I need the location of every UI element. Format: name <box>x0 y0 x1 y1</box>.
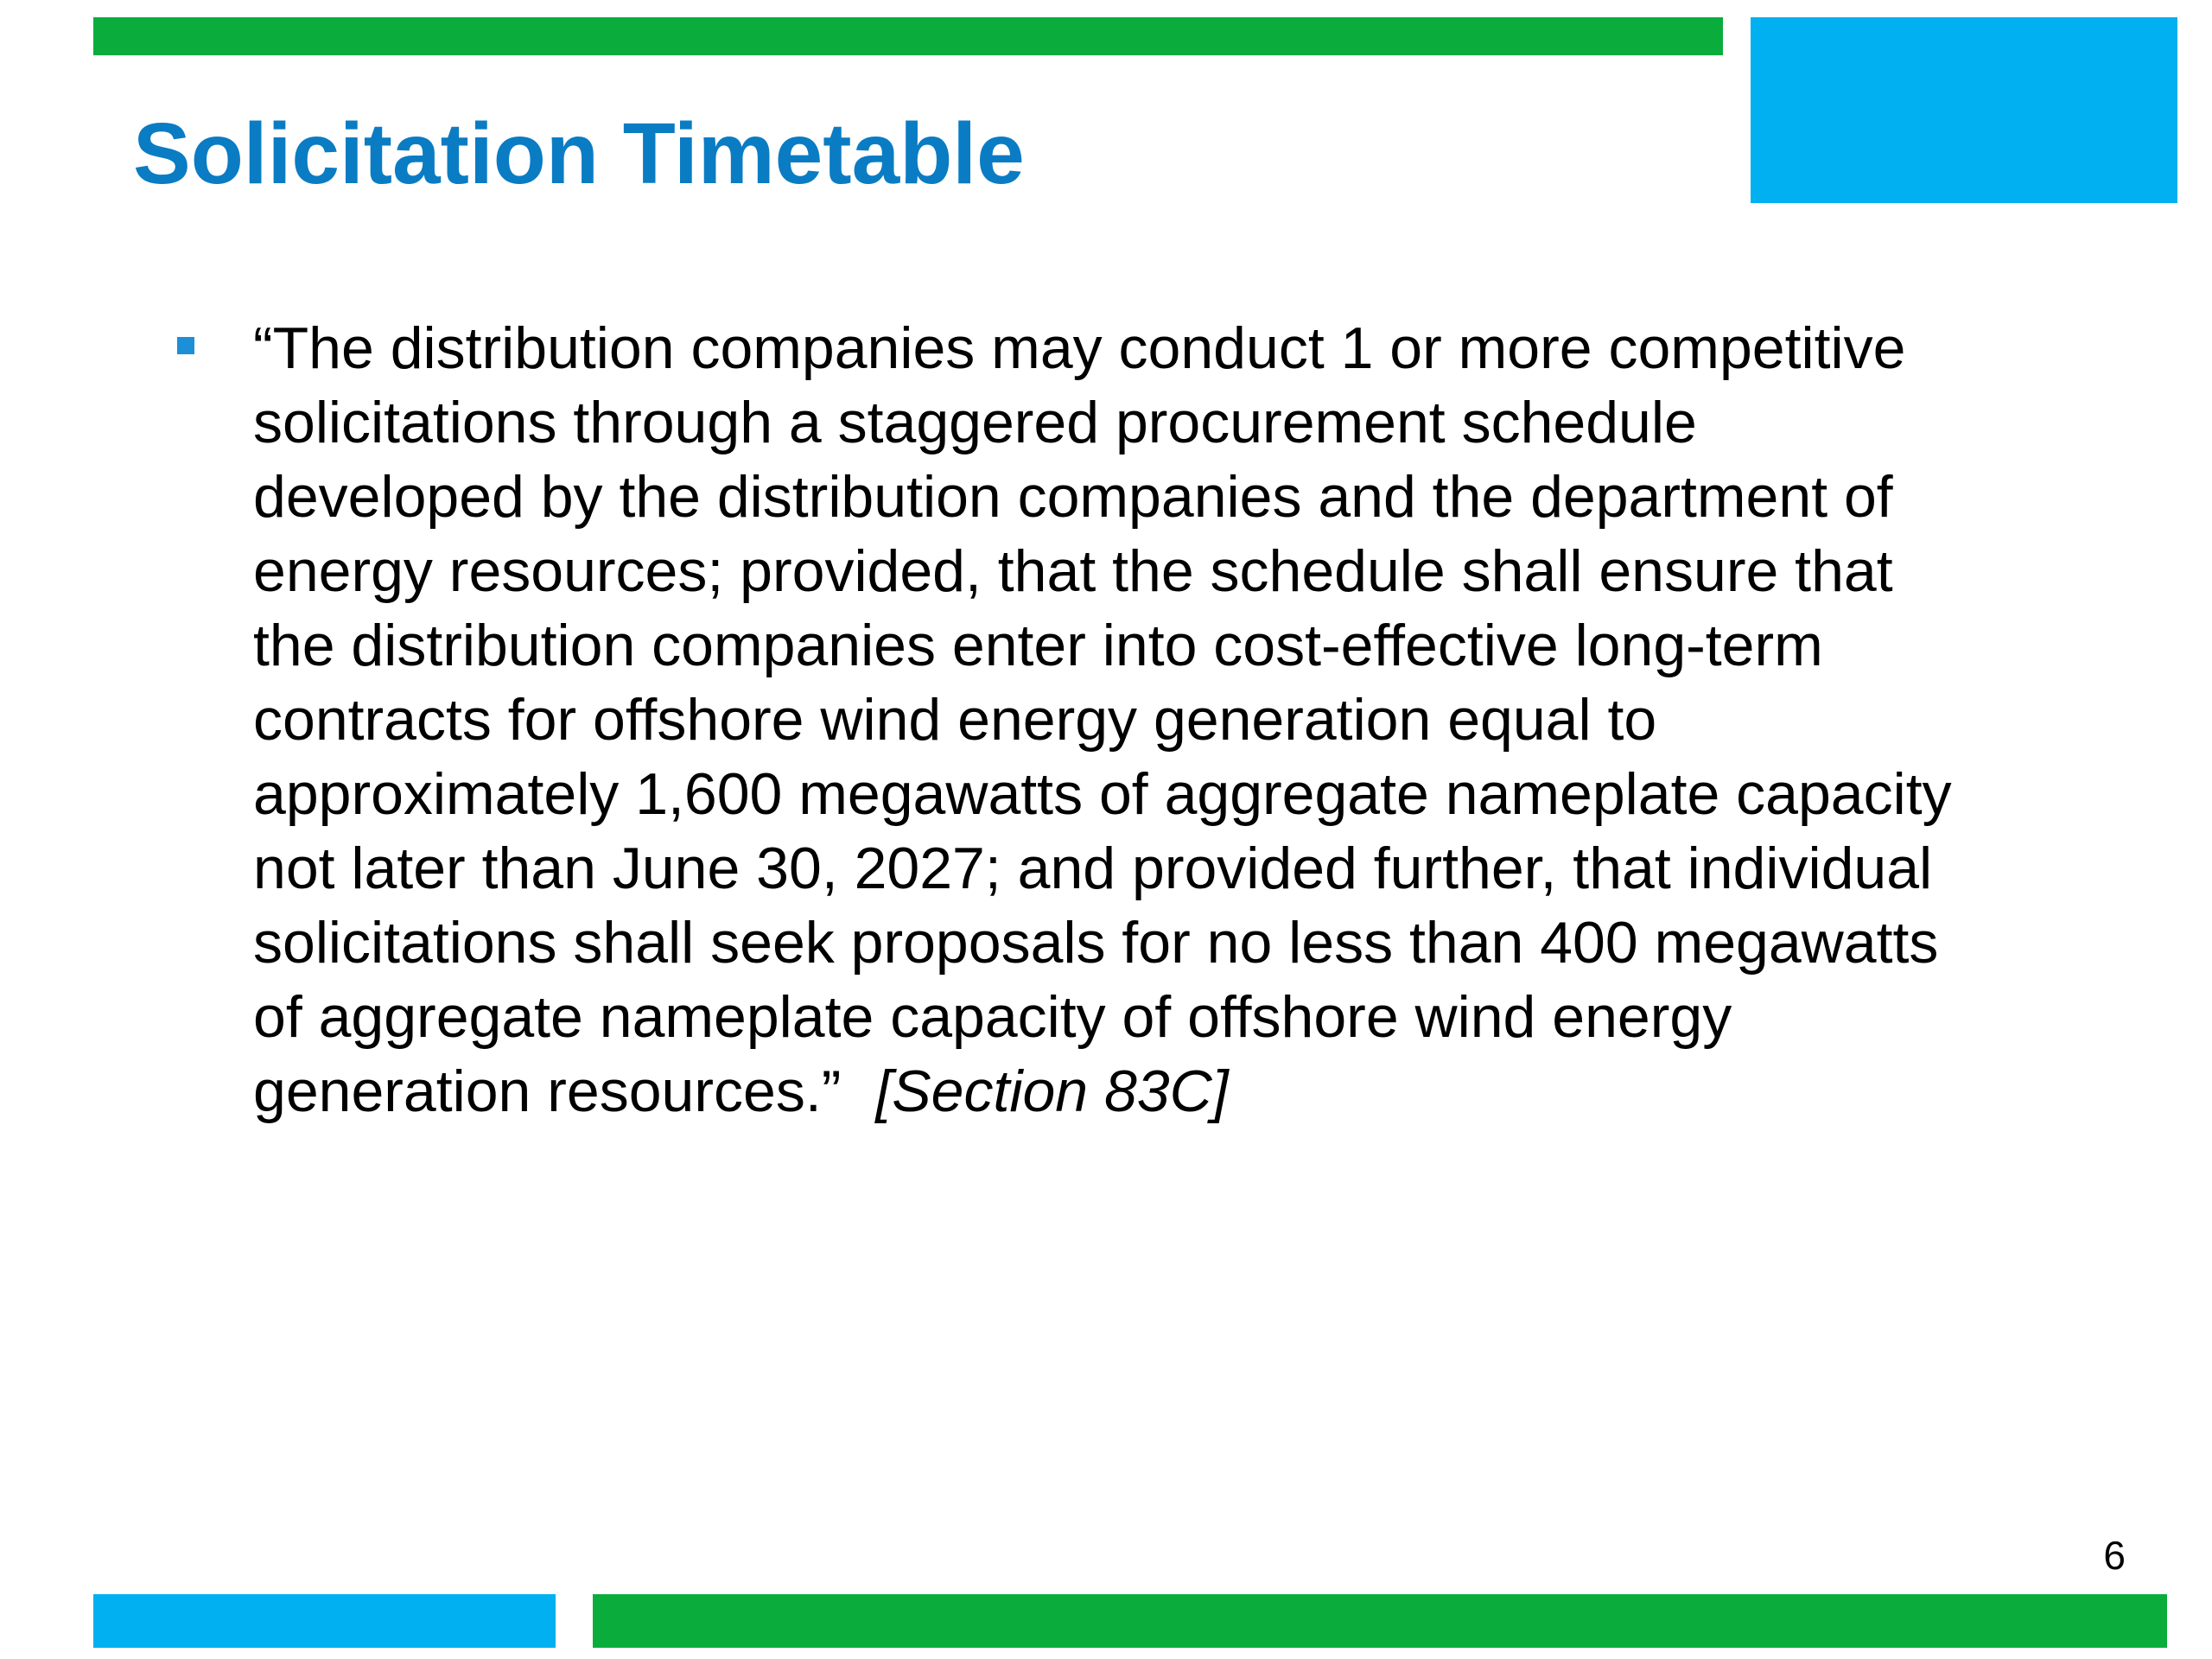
quote-line: contracts for offshore wind energy generation equal to <box>253 687 1657 753</box>
quote-line: of aggregate nameplate capacity of offshore wind energy <box>253 984 1732 1050</box>
quote-line: the distribution companies enter into cost-effective long-term <box>253 613 1823 678</box>
slide-title: Solicitation Timetable <box>133 105 1025 202</box>
top-blue-block <box>1751 17 2177 203</box>
top-green-bar <box>93 17 1723 55</box>
square-bullet-icon <box>177 337 194 354</box>
quote-last-line <box>253 1054 2068 1128</box>
bottom-blue-bar <box>93 1594 556 1648</box>
quote-line: not later than June 30, 2027; and provided further, that individual <box>253 836 1933 901</box>
quote-text <box>253 311 2068 1128</box>
quote-line: solicitations through a staggered procurement schedule <box>253 390 1697 455</box>
section-citation: [Section 83C] <box>875 1058 1229 1124</box>
quote-line: energy resources; provided, that the schedule shall ensure that <box>253 538 1893 604</box>
quote-line: generation resources.” <box>253 1058 842 1124</box>
quote-line: developed by the distribution companies and the department of <box>253 464 1893 530</box>
quote-line: “The distribution companies may conduct 1 or more competitive <box>253 315 1906 381</box>
quote-line: solicitations shall seek proposals for no less than 400 megawatts <box>253 910 1939 976</box>
page-number: 6 <box>2103 1533 2126 1578</box>
bottom-green-bar <box>593 1594 2167 1648</box>
quote-line: approximately 1,600 megawatts of aggregate nameplate capacity <box>253 761 1952 827</box>
